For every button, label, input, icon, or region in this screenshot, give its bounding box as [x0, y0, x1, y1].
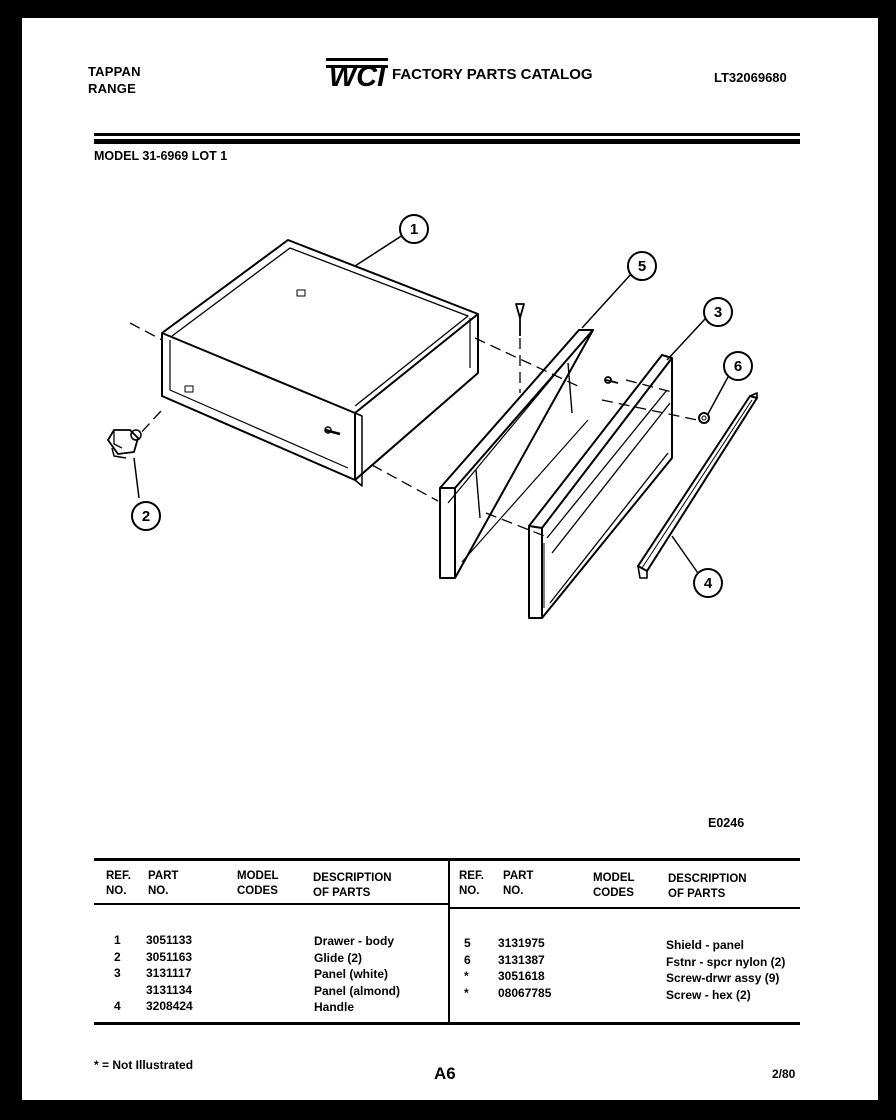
table-row: 3051163	[146, 949, 193, 964]
catalog-title: FACTORY PARTS CATALOG	[392, 66, 593, 83]
table-bottom-rule	[94, 1022, 800, 1025]
brand-line1: TAPPAN	[88, 64, 141, 79]
left-ref-column	[114, 932, 134, 1015]
right-desc-column	[666, 937, 785, 1003]
table-row: Shield - panel	[666, 938, 745, 952]
table-row: 3	[114, 966, 121, 980]
table-row: Handle	[314, 1000, 355, 1014]
callout-3-label: 3	[713, 304, 723, 321]
table-row: 3131117	[146, 966, 192, 980]
callout-6-label: 6	[733, 358, 743, 375]
shield-panel	[440, 330, 593, 578]
table-row: Screw-drwr assy (9)	[666, 971, 780, 985]
right-ref-column	[464, 935, 484, 1001]
left-part-column	[146, 932, 193, 1015]
right-col-desc-header: DESCRIPTION OF PARTS	[668, 873, 747, 900]
logo-text: WCI	[328, 61, 386, 90]
right-col-ref-header: REF. NO.	[459, 870, 484, 897]
page-number: A6	[434, 1064, 456, 1083]
brand-line2: RANGE	[88, 81, 136, 96]
table-row: Drawer - body	[314, 934, 395, 948]
spacer	[699, 413, 709, 423]
right-col-part-header: PART NO.	[503, 870, 534, 897]
left-col-ref-header: REF. NO.	[106, 870, 131, 897]
table-row: Screw - hex (2)	[666, 987, 751, 1002]
right-col-model-header: MODEL CODES	[593, 872, 635, 899]
left-header-rule	[94, 903, 448, 905]
catalog-number: LT32069680	[714, 70, 787, 85]
catalog-page	[22, 18, 878, 1100]
table-divider	[448, 858, 450, 1024]
table-row: 3131975	[498, 936, 545, 950]
left-col-model-header: MODEL CODES	[237, 870, 279, 897]
table-row: 6	[464, 952, 471, 967]
drawer-body	[162, 240, 478, 486]
table-row: 5	[464, 936, 471, 950]
table-row: 3131387	[498, 952, 545, 967]
table-row: 08067785	[498, 985, 552, 1000]
callouts	[132, 215, 752, 597]
table-row: Glide (2)	[314, 950, 363, 965]
right-header-rule	[450, 907, 800, 909]
table-row: 3051618	[498, 969, 545, 983]
left-desc-column	[314, 933, 400, 1016]
exploded-diagram	[22, 18, 878, 848]
glide	[108, 430, 141, 458]
callout-2-label: 2	[141, 508, 151, 525]
right-part-column	[498, 935, 551, 1001]
table-row: 4	[114, 999, 121, 1013]
table-row: 3131134	[146, 982, 193, 997]
table-row: Panel (almond)	[314, 983, 401, 998]
table-row: 3051133	[146, 933, 193, 947]
table-row: *	[464, 969, 469, 983]
model-label: MODEL 31-6969 LOT 1	[94, 149, 228, 163]
callout-4-label: 4	[703, 575, 713, 592]
left-col-desc-header: DESCRIPTION OF PARTS	[313, 872, 392, 899]
table-row: *	[464, 985, 469, 1000]
callout-1-label: 1	[409, 221, 419, 238]
table-row: Fstnr - spcr nylon (2)	[666, 954, 786, 969]
table-row: 3208424	[146, 999, 193, 1013]
not-illustrated-note: * = Not Illustrated	[94, 1058, 194, 1072]
revision-date: 2/80	[772, 1067, 796, 1081]
leader-lines	[134, 233, 728, 576]
table-top-rule	[94, 858, 800, 861]
table-row	[114, 982, 134, 999]
left-col-part-header: PART NO.	[148, 870, 179, 897]
table-row: 1	[114, 933, 121, 947]
table-row: 2	[114, 949, 121, 964]
callout-5-label: 5	[637, 258, 647, 275]
front-panel	[529, 355, 672, 618]
table-row: Panel (white)	[314, 967, 389, 981]
figure-code: E0246	[708, 816, 745, 830]
